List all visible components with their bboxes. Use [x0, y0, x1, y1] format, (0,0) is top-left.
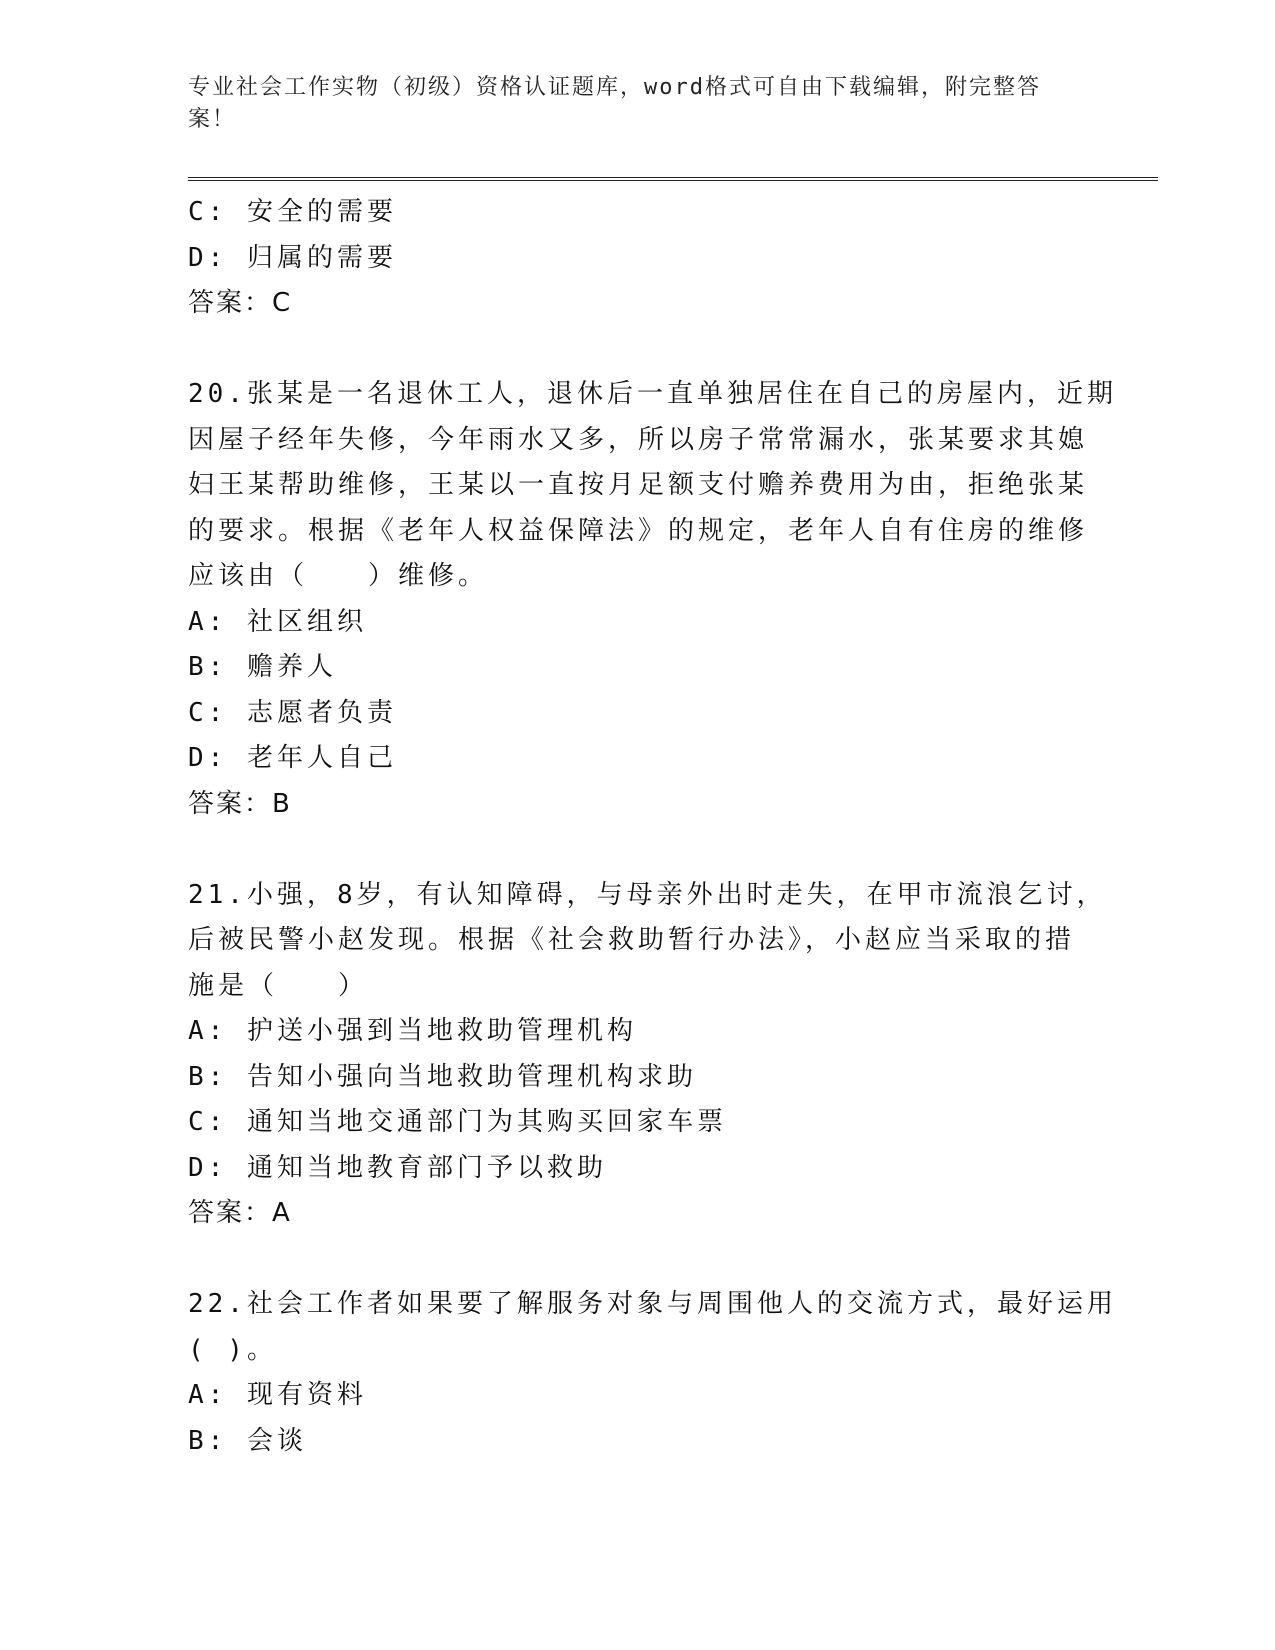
- option-b: B: 赡养人: [188, 652, 337, 682]
- option-c: C: 志愿者负责: [188, 697, 397, 728]
- question-body: [188, 190, 1117, 1464]
- question-text-line: 施是（ ）: [188, 970, 369, 1001]
- question-text-line: 的要求。根据《老年人权益保障法》的规定，老年人自有住房的维修: [188, 515, 1089, 546]
- option-b: B: 告知小强向当地救助管理机构求助: [188, 1061, 697, 1092]
- option-d: D: 通知当地教育部门予以救助: [188, 1152, 607, 1183]
- question-22: [188, 1282, 1117, 1464]
- question-text-line: ( )。: [188, 1334, 277, 1365]
- answer-line: 答案：B: [188, 788, 292, 819]
- question-text-line: 应该由（ ）维修。: [188, 561, 489, 591]
- option-a: A: 社区组织: [188, 606, 367, 637]
- option-d: D: 老年人自己: [188, 743, 397, 773]
- option-c: C: 安全的需要: [188, 197, 397, 227]
- option-a: A: 护送小强到当地救助管理机构: [188, 1016, 637, 1046]
- question-text-line: 因屋子经年失修，今年雨水又多，所以房子常常漏水，张某要求其媳: [188, 424, 1089, 455]
- answer-line: 答案：A: [188, 1198, 292, 1228]
- question-text-line: 21.小强，8岁，有认知障碍，与母亲外出时走失，在甲市流浪乞讨，: [188, 879, 1107, 910]
- question-20: [188, 372, 1117, 827]
- header-rule: [188, 177, 1158, 181]
- question-text-line: 妇王某帮助维修，王某以一直按月足额支付赡养费用为由，拒绝张某: [188, 470, 1089, 500]
- option-c: C: 通知当地交通部门为其购买回家车票: [188, 1107, 727, 1137]
- question-21: [188, 873, 1107, 1237]
- option-a: A: 现有资料: [188, 1380, 367, 1410]
- question-text-line: 后被民警小赵发现。根据《社会救助暂行办法》，小赵应当采取的措: [188, 925, 1076, 955]
- answer-line: 答案：C: [188, 288, 293, 318]
- document-header: [188, 72, 1068, 136]
- header-line-2: 案！: [188, 107, 237, 132]
- option-b: B: 会谈: [188, 1425, 307, 1456]
- option-d: D: 归属的需要: [188, 242, 397, 273]
- question-text-line: 22.社会工作者如果要了解服务对象与周围他人的交流方式，最好运用: [188, 1289, 1117, 1319]
- question-text-line: 20.张某是一名退休工人，退休后一直单独居住在自己的房屋内，近期: [188, 379, 1117, 409]
- header-line-1: 专业社会工作实物（初级）资格认证题库，word格式可自由下载编辑，附完整答: [188, 75, 1041, 100]
